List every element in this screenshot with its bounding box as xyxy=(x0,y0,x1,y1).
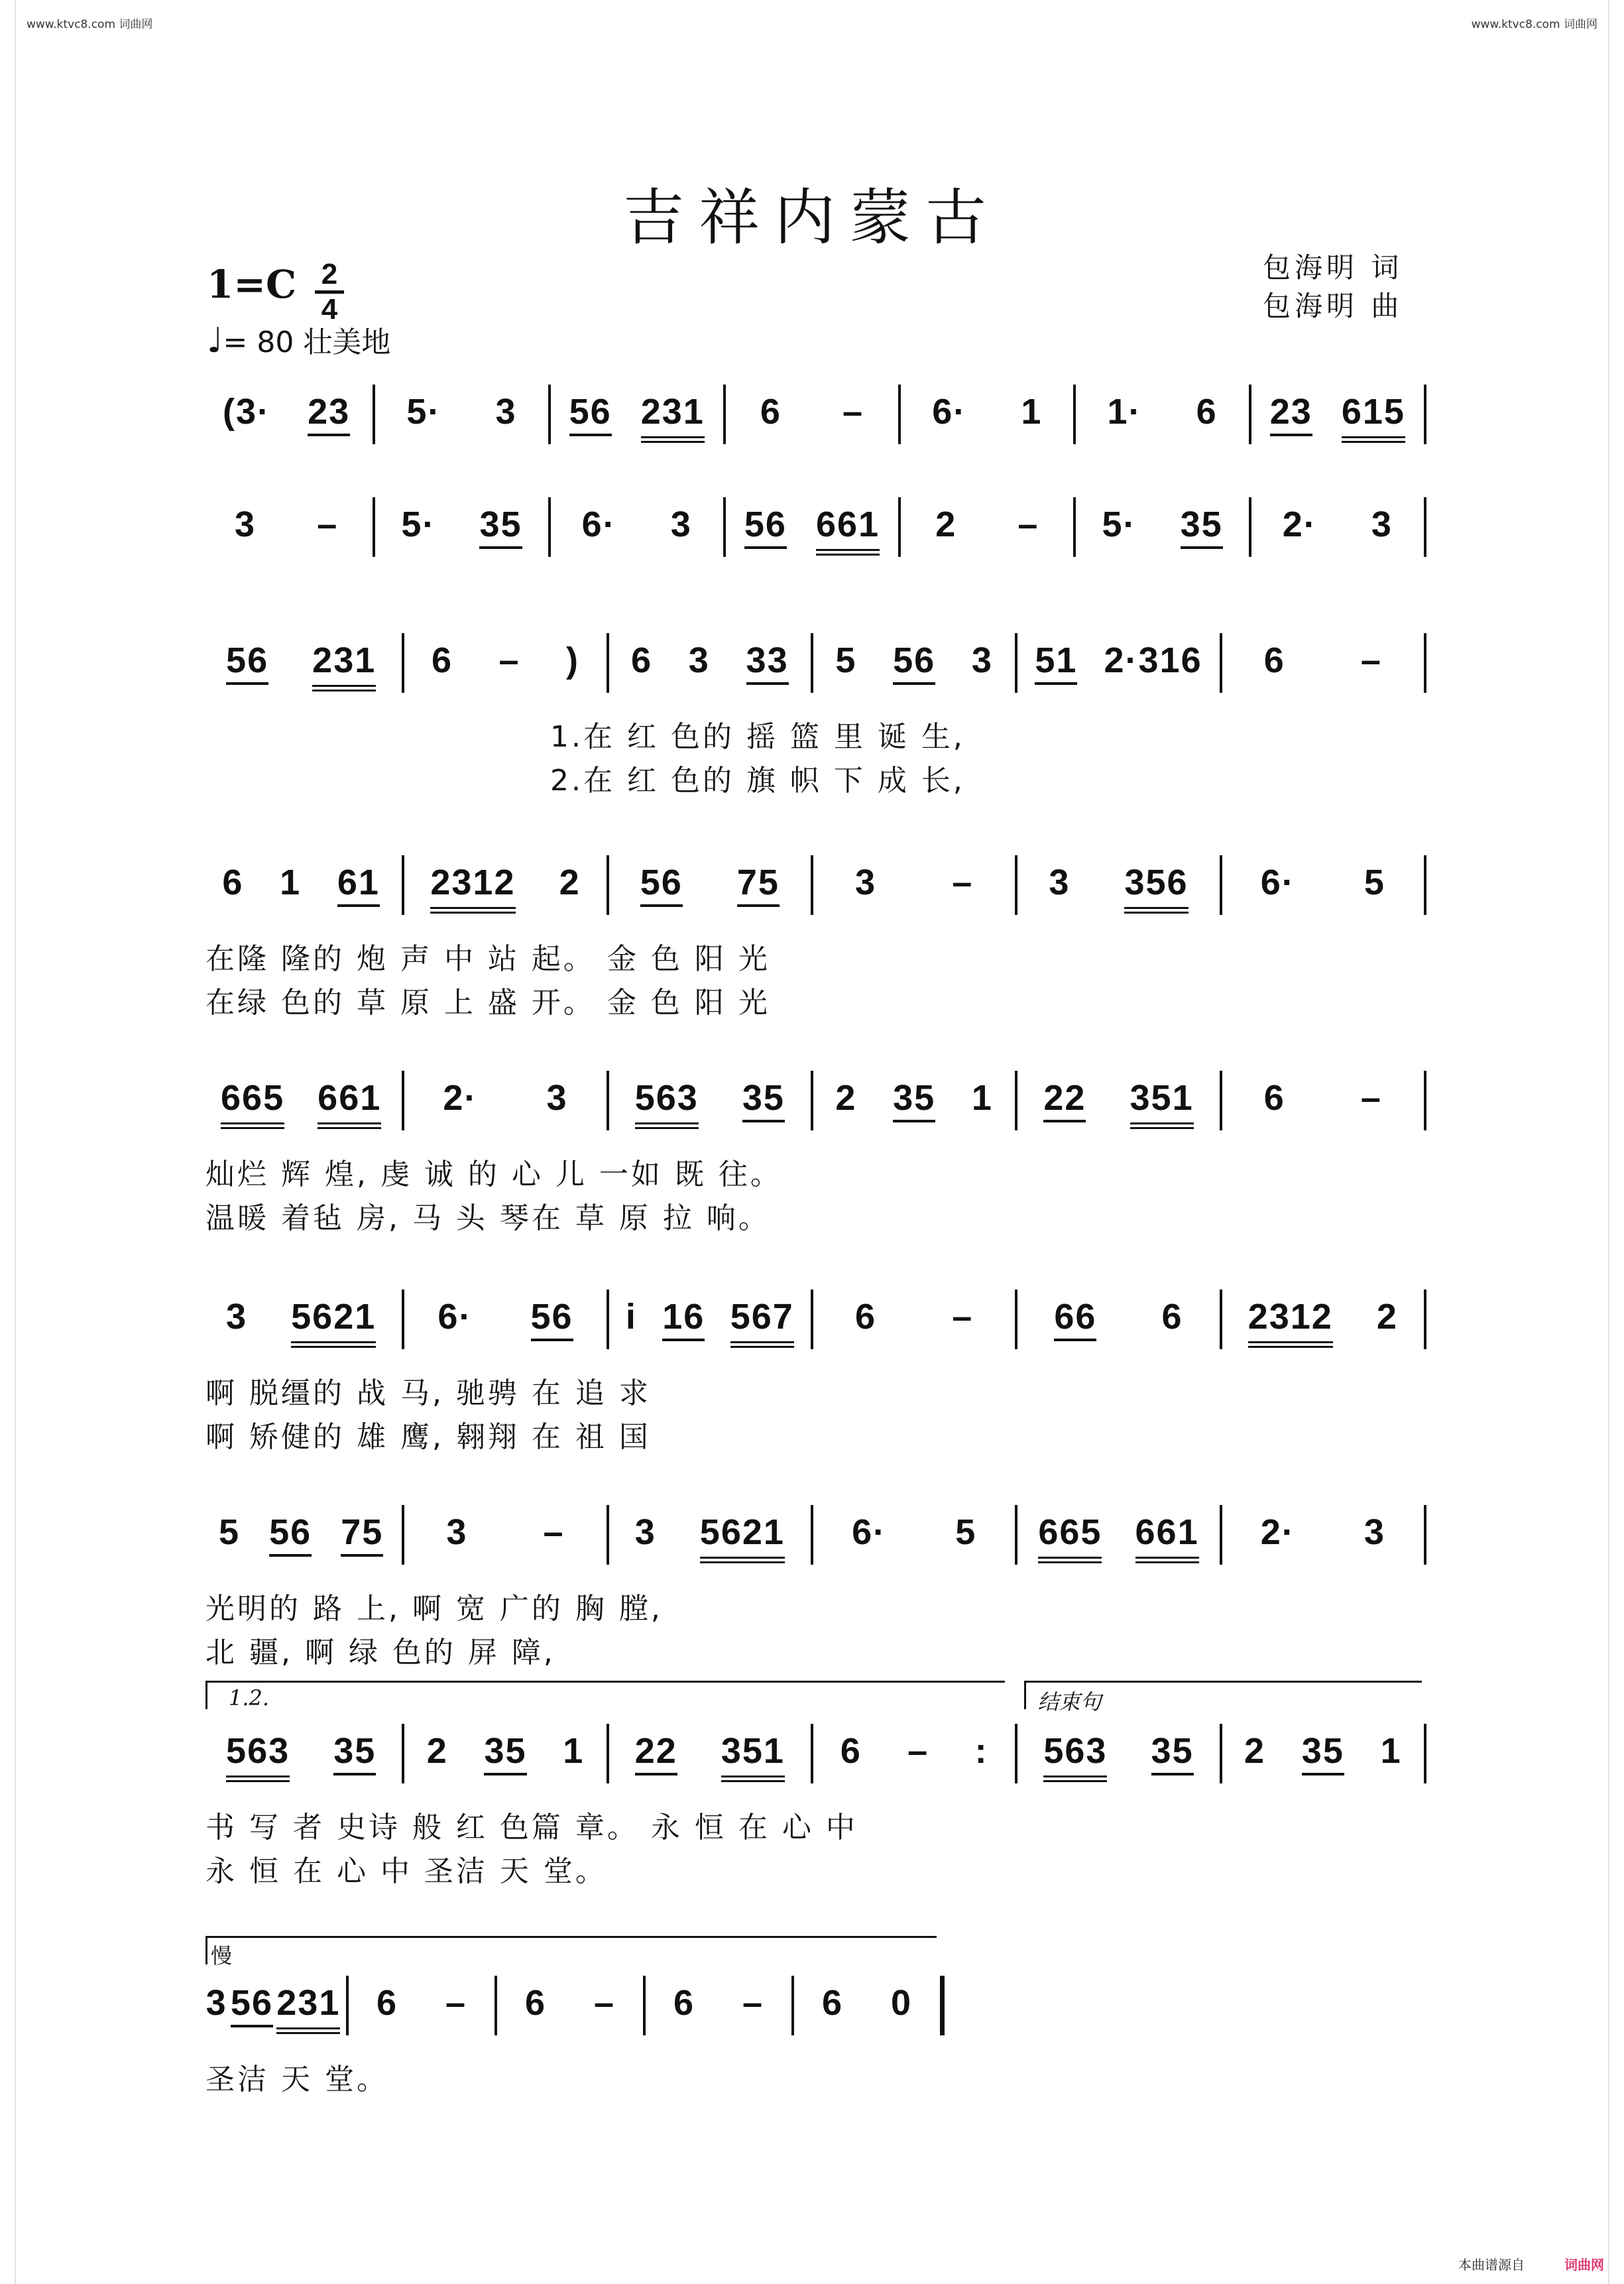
note-group: – xyxy=(317,505,339,544)
note-group: 2 xyxy=(1376,1297,1398,1337)
note-group: 35 xyxy=(333,1730,376,1775)
bar-line xyxy=(1220,1071,1222,1130)
measure xyxy=(1021,1512,1215,1565)
note-group: 6 xyxy=(1161,1297,1183,1337)
note-group: 3 xyxy=(235,505,257,544)
note-group: 35 xyxy=(742,1077,785,1122)
note-group: 351 xyxy=(1130,1077,1194,1129)
measure xyxy=(1226,862,1420,915)
bar-line xyxy=(402,1290,404,1349)
measure xyxy=(408,1730,602,1783)
measure xyxy=(1226,1512,1420,1565)
note-group: 2312 xyxy=(1248,1296,1333,1348)
note-group: – xyxy=(952,1297,974,1337)
note-group: 5· xyxy=(401,505,436,544)
note-group: 6 xyxy=(1196,392,1218,432)
note-group: – xyxy=(952,863,974,902)
bar-line xyxy=(1424,1290,1426,1349)
bar-line xyxy=(811,855,813,915)
bar-line xyxy=(898,385,901,444)
measure xyxy=(613,1730,807,1783)
note-group: – xyxy=(593,1983,616,2023)
note-group: 6 xyxy=(1263,640,1285,680)
notation-line xyxy=(199,385,1425,464)
bar-line xyxy=(643,1976,646,2035)
bar-line xyxy=(1073,385,1076,444)
note-group: 0 xyxy=(890,1983,913,2023)
bar-line xyxy=(811,1290,813,1349)
note-group: 3 xyxy=(855,863,877,902)
note-group: 6 xyxy=(855,1297,877,1337)
bar-line xyxy=(1073,497,1076,557)
measure xyxy=(613,862,807,915)
note-group: 56 xyxy=(569,391,612,436)
note-group: 3 xyxy=(495,392,517,432)
lyric-line: 啊 矫健的 雄 鹰, 翱翔 在 祖 国 xyxy=(205,1420,651,1454)
bar-line xyxy=(811,633,813,693)
bar-line xyxy=(811,1724,813,1783)
notation-line xyxy=(199,1290,1425,1369)
note-group: 1· xyxy=(1107,392,1142,432)
note-group: 23 xyxy=(1270,391,1312,436)
note-group: 22 xyxy=(1043,1077,1086,1122)
measure xyxy=(1226,640,1420,693)
note-group: 356 xyxy=(1124,862,1188,914)
note-group: 23 xyxy=(308,391,350,436)
lyric-line: 圣洁 天 堂。 xyxy=(205,2063,388,2096)
note-group: 2 xyxy=(935,505,957,544)
measure xyxy=(408,1077,602,1130)
bar-line xyxy=(1424,1505,1426,1565)
note-group: : xyxy=(974,1731,988,1771)
note-group: 56 xyxy=(531,1296,573,1341)
bar-line xyxy=(1015,1724,1017,1783)
meter-top: 2 xyxy=(321,258,338,290)
measure xyxy=(1021,862,1215,915)
note-group: – xyxy=(907,1731,929,1771)
note-group: – xyxy=(543,1512,565,1552)
note-group: 3 xyxy=(546,1078,568,1118)
note-group: 567 xyxy=(730,1296,794,1348)
measure xyxy=(555,391,719,444)
measure xyxy=(1255,391,1420,444)
note-group: 5621 xyxy=(291,1296,376,1348)
measure xyxy=(204,640,398,693)
bar-line xyxy=(1424,633,1426,693)
note-group: 3 xyxy=(1371,505,1393,544)
note-group: 5 xyxy=(955,1512,977,1552)
lyric-line: 2.在 红 色的 旗 帜 下 成 长, xyxy=(550,764,965,798)
bar-line xyxy=(811,1071,813,1130)
note-group: 665 xyxy=(1038,1512,1102,1563)
note-group: 1 xyxy=(280,863,302,902)
key-signature: 1=C xyxy=(207,262,297,307)
bar-line xyxy=(791,1976,794,2035)
tempo-change-label: 慢 xyxy=(211,1943,233,1968)
bar-line xyxy=(1424,385,1426,444)
note-group: 3 xyxy=(688,640,710,680)
bar-line xyxy=(607,1724,609,1783)
bar-line xyxy=(1015,1505,1017,1565)
measure xyxy=(817,1296,1011,1349)
note-group: 5621 xyxy=(700,1512,785,1563)
page-title: 吉祥内蒙古 xyxy=(622,182,1001,253)
bar-line xyxy=(548,497,551,557)
measure xyxy=(408,862,602,915)
note-group: 56 xyxy=(231,1982,273,2027)
measure xyxy=(1021,1730,1215,1783)
note-group: 66 xyxy=(1054,1296,1096,1341)
note-group: 61 xyxy=(337,862,380,907)
tempo-marking xyxy=(207,318,390,361)
note-group: 2 xyxy=(559,863,581,902)
measure xyxy=(613,1077,807,1130)
bar-line xyxy=(898,497,901,557)
note-group: – xyxy=(498,640,520,680)
bar-line xyxy=(402,1505,404,1565)
note-group: 16 xyxy=(662,1296,705,1341)
note-group: 6 xyxy=(760,392,782,432)
note-group: 56 xyxy=(640,862,683,907)
note-group: 661 xyxy=(318,1077,381,1129)
tempo-bracket xyxy=(205,1936,937,1964)
note-group: 2 xyxy=(835,1078,857,1118)
note-group: i xyxy=(625,1297,637,1337)
note-group: 35 xyxy=(1151,1730,1194,1775)
note-group: 56 xyxy=(893,640,935,685)
note-group: 6· xyxy=(932,392,967,432)
note-group: 6 xyxy=(821,1983,844,2023)
lyric-line: 永 恒 在 心 中 圣洁 天 堂。 xyxy=(205,1854,607,1888)
notation-line xyxy=(199,497,1425,577)
note-group: 563 xyxy=(1043,1730,1107,1782)
bar-line xyxy=(723,385,726,444)
note-group: 665 xyxy=(221,1077,284,1129)
measure xyxy=(408,640,602,693)
note-group: 22 xyxy=(635,1730,677,1775)
footer-site: 词曲网 xyxy=(1564,2257,1604,2273)
note-group: – xyxy=(1360,1078,1382,1118)
measure xyxy=(905,391,1069,444)
measure xyxy=(501,1982,639,2035)
note-group: – xyxy=(842,392,864,432)
bar-line xyxy=(373,497,375,557)
note-group: 33 xyxy=(746,640,789,685)
note-group: 3 xyxy=(634,1512,656,1552)
note-group: 661 xyxy=(1135,1512,1199,1563)
notation-line xyxy=(199,855,1425,935)
note-group: 6· xyxy=(852,1512,887,1552)
bar-line xyxy=(1220,633,1222,693)
note-group: 35 xyxy=(479,504,522,549)
bar-line xyxy=(1424,1724,1426,1783)
note-group: 35 xyxy=(1181,504,1223,549)
note-group: 5 xyxy=(835,640,857,680)
measure xyxy=(379,504,544,557)
note-group: 3 xyxy=(226,1297,248,1337)
lyricist: 包海明 词 xyxy=(1263,251,1403,284)
page-border-left xyxy=(0,0,16,2284)
bar-line xyxy=(1424,1071,1426,1130)
bar-line xyxy=(1015,633,1017,693)
measure xyxy=(798,1982,936,2035)
note-group: 3 xyxy=(446,1512,468,1552)
bar-line xyxy=(1220,855,1222,915)
note-group: 2·316 xyxy=(1104,640,1202,680)
measure xyxy=(1226,1730,1420,1783)
volta-label: 1.2. xyxy=(229,1685,270,1711)
note-group: 3 xyxy=(1049,863,1071,902)
bar-line xyxy=(1220,1290,1222,1349)
note-group: 6 xyxy=(840,1731,862,1771)
measure xyxy=(1080,391,1244,444)
measure xyxy=(817,862,1011,915)
measure xyxy=(379,391,544,444)
measure xyxy=(204,1077,398,1130)
note-group: 563 xyxy=(635,1077,699,1129)
measure xyxy=(650,1982,787,2035)
header-left: www.ktvc8.com 词曲网 xyxy=(27,18,153,31)
note-group: 2· xyxy=(1282,505,1317,544)
lyric-line: 光明的 路 上, 啊 宽 广的 胸 膛, xyxy=(205,1592,663,1626)
measure xyxy=(817,1077,1011,1130)
notation-line xyxy=(199,1071,1425,1150)
note-group: 75 xyxy=(737,862,780,907)
bar-line xyxy=(1424,497,1426,557)
measure xyxy=(353,1982,491,2035)
note-group: 615 xyxy=(1342,391,1405,443)
note-group: (3· xyxy=(223,392,271,432)
lyric-line: 啊 脱缰的 战 马, 驰骋 在 追 求 xyxy=(205,1376,651,1410)
note-group: 56 xyxy=(744,504,787,549)
note-group: ) xyxy=(565,640,579,680)
note-group: 5 xyxy=(1363,863,1385,902)
measure xyxy=(817,640,1011,693)
measure xyxy=(1226,1077,1420,1130)
bar-line xyxy=(607,855,609,915)
lyric-line: 北 疆, 啊 绿 色的 屏 障, xyxy=(205,1636,555,1669)
page-border-right xyxy=(1608,0,1624,2284)
bar-line xyxy=(548,385,551,444)
lyric-line: 灿烂 辉 煌, 虔 诚 的 心 儿 一如 既 往。 xyxy=(205,1158,782,1191)
lyric-line: 在绿 色的 草 原 上 盛 开。 金 色 阳 光 xyxy=(205,986,770,1020)
lyric-line: 温暖 着毡 房, 马 头 琴在 草 原 拉 响。 xyxy=(205,1201,770,1235)
note-group: 3 xyxy=(971,640,993,680)
tempo-text: = 80 壮美地 xyxy=(223,326,391,359)
note-group: 2· xyxy=(443,1078,478,1118)
measure xyxy=(204,1730,398,1783)
note-group: 75 xyxy=(341,1512,383,1557)
bar-line xyxy=(1424,855,1426,915)
coda-label: 结束句 xyxy=(1037,1689,1102,1714)
bar-line xyxy=(402,855,404,915)
note-group: 56 xyxy=(226,640,268,685)
measure xyxy=(1021,1296,1215,1349)
bar-line xyxy=(402,1071,404,1130)
note-group: 5· xyxy=(1102,505,1137,544)
measure xyxy=(1255,504,1420,557)
measure xyxy=(817,1730,1011,1783)
header-right: www.ktvc8.com 词曲网 xyxy=(1471,18,1597,31)
note-group: 6 xyxy=(376,1983,398,2023)
measure xyxy=(1021,640,1215,693)
note-group: 6 xyxy=(432,640,453,680)
measure xyxy=(613,640,807,693)
volta-bracket xyxy=(205,1681,1005,1709)
lyric-line: 1.在 红 色的 摇 篮 里 诞 生, xyxy=(550,720,965,754)
note-group: – xyxy=(1017,505,1039,544)
credits xyxy=(1263,249,1403,326)
note-group: 231 xyxy=(276,1982,340,2034)
bar-line xyxy=(1249,385,1251,444)
bar-line xyxy=(402,633,404,693)
measure xyxy=(204,391,369,444)
note-group: 56 xyxy=(269,1512,312,1557)
notation-line xyxy=(199,633,1425,713)
note-group: 351 xyxy=(721,1730,785,1782)
note-group: – xyxy=(445,1983,467,2023)
note-group: 6 xyxy=(673,1983,695,2023)
note-group: 35 xyxy=(1302,1730,1344,1775)
note-group: 1 xyxy=(971,1078,993,1118)
note-group: 2312 xyxy=(430,862,515,914)
bar-line xyxy=(1015,1071,1017,1130)
note-group: 3 xyxy=(1363,1512,1385,1552)
note-group: 1 xyxy=(563,1731,585,1771)
measure xyxy=(905,504,1069,557)
composer: 包海明 曲 xyxy=(1263,290,1403,322)
notation-line xyxy=(199,1505,1425,1585)
measure xyxy=(817,1512,1011,1565)
bar-line xyxy=(811,1505,813,1565)
note-group: 1 xyxy=(1380,1731,1402,1771)
footer-source: 本曲谱源自 xyxy=(1458,2257,1525,2273)
note-group: 231 xyxy=(312,640,376,691)
note-group: 3 xyxy=(205,1983,227,2023)
note-group: – xyxy=(1360,640,1382,680)
bar-line xyxy=(1220,1724,1222,1783)
bar-line xyxy=(607,1071,609,1130)
measure xyxy=(204,862,398,915)
lyric-line: 在隆 隆的 炮 声 中 站 起。 金 色 阳 光 xyxy=(205,942,770,976)
bar-line xyxy=(607,1505,609,1565)
note-group: 2 xyxy=(1244,1731,1266,1771)
note-group: 35 xyxy=(484,1730,526,1775)
note-group: 6· xyxy=(581,505,616,544)
bar-line xyxy=(373,385,375,444)
measure xyxy=(204,1296,398,1349)
quarter-note-icon: ♩ xyxy=(207,321,223,361)
lyric-line: 书 写 者 史诗 般 红 色篇 章。 永 恒 在 心 中 xyxy=(205,1811,858,1844)
measure xyxy=(204,504,369,557)
measure xyxy=(204,1512,398,1565)
note-group: – xyxy=(742,1983,764,2023)
note-group: 6 xyxy=(1263,1078,1285,1118)
note-group: 2 xyxy=(426,1731,448,1771)
note-group: 563 xyxy=(226,1730,290,1782)
note-group: 5· xyxy=(406,392,441,432)
measure xyxy=(1226,1296,1420,1349)
bar-line xyxy=(1015,1290,1017,1349)
note-group: 6 xyxy=(631,640,653,680)
notation-line xyxy=(199,1724,1425,1803)
note-group: 661 xyxy=(816,504,880,556)
time-signature xyxy=(315,259,344,326)
measure xyxy=(1021,1077,1215,1130)
note-group: 6· xyxy=(437,1297,473,1337)
note-group: 6· xyxy=(1260,863,1295,902)
measure xyxy=(613,1512,807,1565)
measure xyxy=(408,1512,602,1565)
notation-line xyxy=(199,1976,1425,2055)
measure xyxy=(204,1982,342,2035)
bar-line xyxy=(346,1976,349,2035)
bar-line xyxy=(494,1976,497,2035)
measure xyxy=(1080,504,1244,557)
note-group: 3 xyxy=(670,505,692,544)
note-group: 231 xyxy=(641,391,705,443)
measure xyxy=(613,1296,807,1349)
note-group: 1 xyxy=(1021,392,1043,432)
note-group: 35 xyxy=(893,1077,935,1122)
note-group: 6 xyxy=(524,1983,547,2023)
bar-line xyxy=(402,1724,404,1783)
note-group: 2· xyxy=(1260,1512,1295,1552)
measure xyxy=(730,504,894,557)
bar-line xyxy=(1220,1505,1222,1565)
bar-line xyxy=(607,1290,609,1349)
bar-line xyxy=(1015,855,1017,915)
note-group: 6 xyxy=(222,863,244,902)
bar-line xyxy=(1249,497,1251,557)
bar-line xyxy=(607,633,609,693)
bar-line xyxy=(723,497,726,557)
measure xyxy=(730,391,894,444)
meter-bottom: 4 xyxy=(321,293,338,326)
note-group: 51 xyxy=(1035,640,1077,685)
measure xyxy=(408,1296,602,1349)
bar-line xyxy=(940,1976,945,2035)
measure xyxy=(555,504,719,557)
note-group: 5 xyxy=(219,1512,241,1552)
